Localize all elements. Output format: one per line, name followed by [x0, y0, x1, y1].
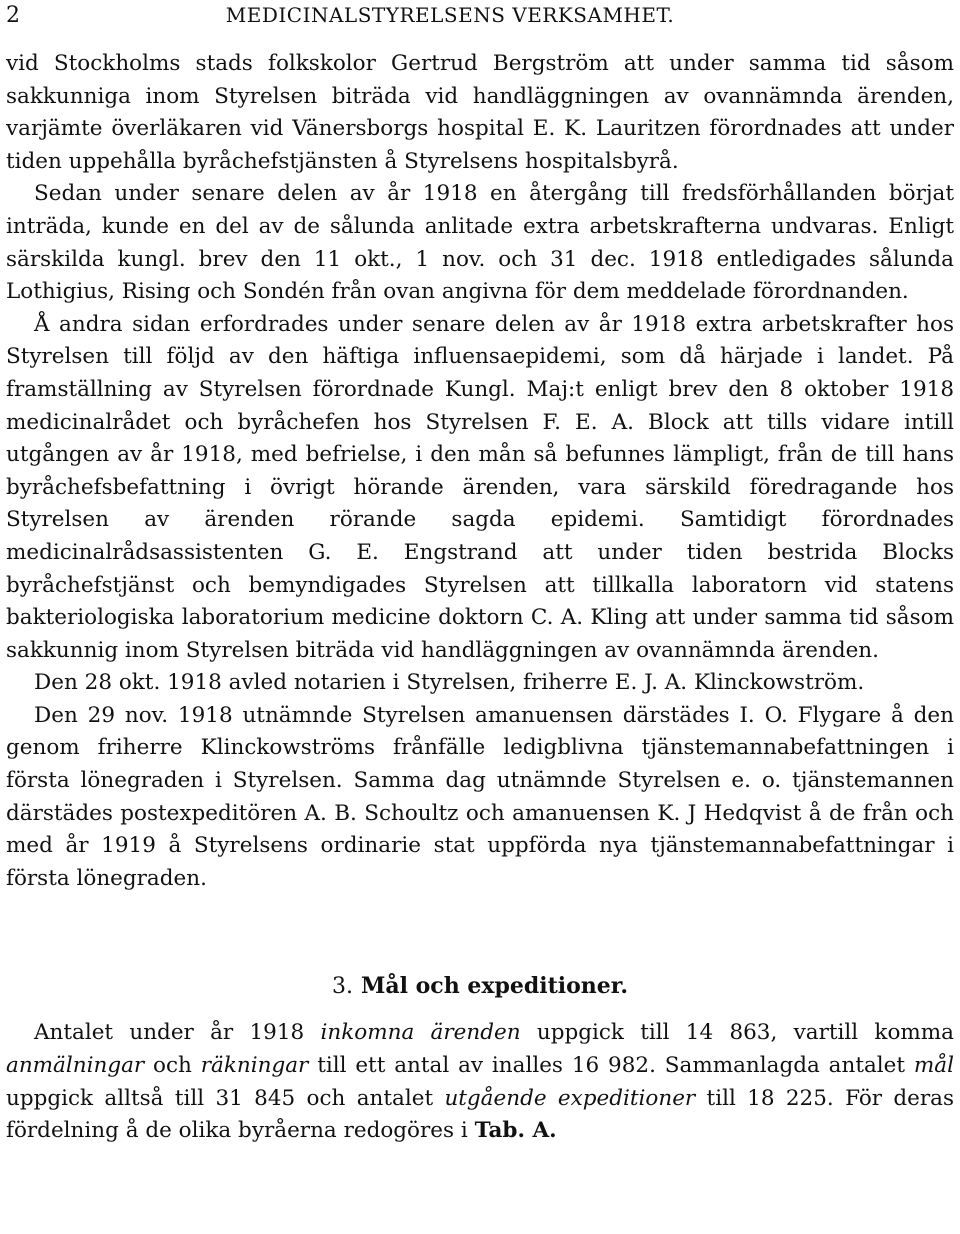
running-title: MEDICINALSTYRELSENS VERKSAMHET. [225, 3, 675, 27]
document-page [6, 0, 954, 1148]
section-title: Mål och expeditioner. [361, 973, 628, 1000]
section-paragraph [6, 1017, 954, 1147]
running-head [6, 0, 954, 30]
italic-term: inkomna ärenden [320, 1020, 521, 1046]
text-run: Antalet under år 1918 [34, 1020, 321, 1046]
italic-term: anmälningar [6, 1053, 145, 1079]
text-run: till 18 225. För deras fördelning å de olika byråerna redogöres i [6, 1085, 955, 1144]
paragraph-appointments: Den 29 nov. 1918 utnämnde Styrelsen amanuensen därstädes I. O. Flygare å den genom friherre Klinckowströms frånfälle ledigblivna tjänstemannabefattningen i första lönegraden i Styrelsen. Samma dag utnämnde Styrelsen e. o. tjänstemannen därstädes postexpeditören A. B. Schoultz och amanuensen K. J Hedqvist å de från och med år 1919 å Styrelsens ordinarie stat uppförda nya tjänstemannabefattningar i första lönegraden. [6, 702, 954, 891]
section-heading [6, 970, 954, 1003]
page-number: 2 [6, 3, 20, 28]
body-text [6, 48, 954, 895]
paragraph-influenza-staff: Å andra sidan erfordrades under senare delen av år 1918 extra arbetskrafter hos Styrelsen till följd av den häftiga influensaepidemi, som då härjade i landet. På framställning av Styrelsen förordnade Kungl. Maj:t enligt brev den 8 oktober 1918 medicinalrådet och byråchefen hos Styrelsen F. E. A. Block att tills vidare intill utgången av år 1918, med befrielse, i den mån så befunnes lämpligt, från de till hans byråchefsbefattning i övrigt hörande ärenden, vara särskild föredragande hos Styrelsen av ärenden rörande sagda epidemi. Samtidigt förordnades medicinalrådsassistenten G. E. Engstrand att under tiden bestrida Blocks byråchefstjänst och bemyndigades Styrelsen att tillkalla laboratorn vid statens bakteriologiska laboratorium medicine doktorn C. A. Kling att under samma tid såsom sakkunnig inom Styrelsen biträda vid handläggningen av ovannämnda ärenden. [6, 311, 954, 663]
italic-term: utgående expeditioner [444, 1085, 696, 1111]
text-run: till ett antal av inalles 16 982. Sammanlagda antalet [308, 1053, 914, 1079]
text-run: och [144, 1053, 201, 1079]
section-number: 3. [332, 974, 353, 1000]
text-run: uppgick till 14 863, vartill komma [520, 1020, 954, 1046]
paragraph-notary-death: Den 28 okt. 1918 avled notarien i Styrelsen, friherre E. J. A. Klinckowström. [34, 670, 865, 696]
paragraph-continued: vid Stockholms stads folkskolor Gertrud Bergström att under samma tid såsom sakkunniga inom Styrelsen biträda vid handläggningen av ovannämnda ärenden, varjämte överläkaren vid Vänersborgs hospital E. K. Lauritzen förordnades att under tiden uppehålla byråchefstjänsten å Styrelsens hospitalsbyrå. [6, 51, 954, 174]
text-run: uppgick alltså till 31 845 och antalet [6, 1085, 445, 1111]
italic-term: mål [913, 1053, 954, 1079]
table-reference: Tab. A. [474, 1118, 557, 1144]
italic-term: räkningar [200, 1053, 309, 1079]
paragraph-peace-return: Sedan under senare delen av år 1918 en återgång till fredsförhållanden börjat inträda, kunde en del av de sålunda anlitade extra arbetskrafterna undvaras. Enligt särskilda kungl. brev den 11 okt., 1 nov. och 31 dec. 1918 entledigades sålunda Lothigius, Rising och Sondén från ovan angivna för dem meddelade förordnanden. [6, 181, 954, 305]
